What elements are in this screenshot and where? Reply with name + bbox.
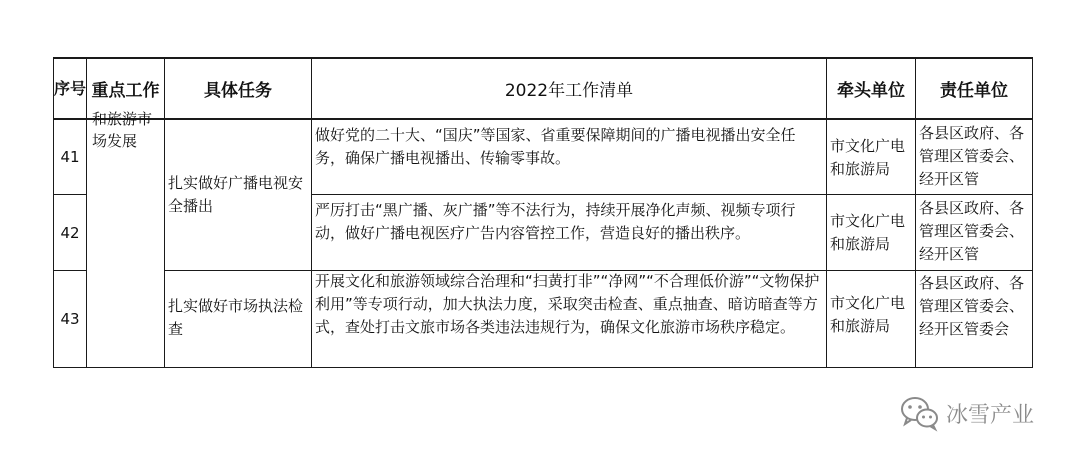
work-list-table	[53, 57, 1033, 368]
header-responsible-unit: 责任单位	[940, 81, 1008, 101]
header-index: 序号	[54, 78, 87, 98]
row-43-lead-text: 市文化广电和旅游局	[830, 294, 906, 335]
row-43-index: 43	[60, 310, 80, 328]
row-42-list-cell	[312, 195, 826, 270]
row-42-responsible-cell	[916, 195, 1032, 270]
row-42-lead-text: 市文化广电和旅游局	[830, 212, 906, 253]
key-work-cell	[87, 110, 164, 367]
row-41-list-cell	[312, 120, 826, 194]
col-border-6	[1032, 57, 1033, 368]
wechat-icon	[900, 395, 940, 431]
header-work-list: 2022年工作清单	[504, 81, 634, 101]
row-43-lead-cell	[827, 271, 915, 367]
row-42-lead-cell	[827, 195, 915, 270]
row-42-responsible-text: 各县区政府、各管理区管委会、经开区管	[919, 199, 1025, 263]
row-43-list-cell	[312, 271, 826, 367]
row-42-index: 42	[60, 223, 80, 242]
row-41-responsible-text: 各县区政府、各管理区管委会、经开区管	[919, 124, 1025, 188]
header-task: 具体任务	[204, 81, 272, 101]
row-43-responsible-text: 各县区政府、各管理区管委会、经开区管委会	[919, 274, 1025, 338]
watermark-text: 冰雪产业	[946, 402, 1035, 428]
task-1-cell	[165, 120, 311, 270]
row-41-lead-cell	[827, 120, 915, 194]
key-work-text: 和旅游市场发展	[92, 110, 153, 150]
task-1-text: 扎实做好广播电视安全播出	[168, 174, 304, 215]
header-lead-unit: 牵头单位	[837, 81, 905, 101]
row-41-responsible-cell	[916, 120, 1032, 194]
row-43-responsible-cell	[916, 271, 1032, 367]
row-42-list-text: 严厉打击“黑广播、灰广播”等不法行为，持续开展净化声频、视频专项行动，做好广播电视医疗广告内容管控工作，营造良好的播出秩序。	[315, 201, 796, 242]
row-41-list-text: 做好党的二十大、“国庆”等国家、省重要保障期间的广播电视播出安全任务，确保广播电视播出、传输零事故。	[315, 126, 796, 167]
row-41-index: 41	[60, 148, 80, 166]
watermark	[900, 393, 1034, 433]
row-43-list-text: 开展文化和旅游领域综合治理和“扫黄打非”“净网”“不合理低价游”“文物保护利用”等专项行动，加大执法力度，采取突击检查、重点抽查、暗访暗查等方式，查处打击文旅市场各类违法违规行为，确保文化旅游市场秩序稳定。	[315, 272, 820, 336]
header-key-work: 重点工作	[91, 81, 160, 101]
row-41-lead-text: 市文化广电和旅游局	[830, 137, 906, 178]
table-bottom-border	[53, 367, 1033, 368]
task-2-cell	[165, 271, 311, 367]
task-2-text: 扎实做好市场执法检查	[168, 297, 304, 338]
